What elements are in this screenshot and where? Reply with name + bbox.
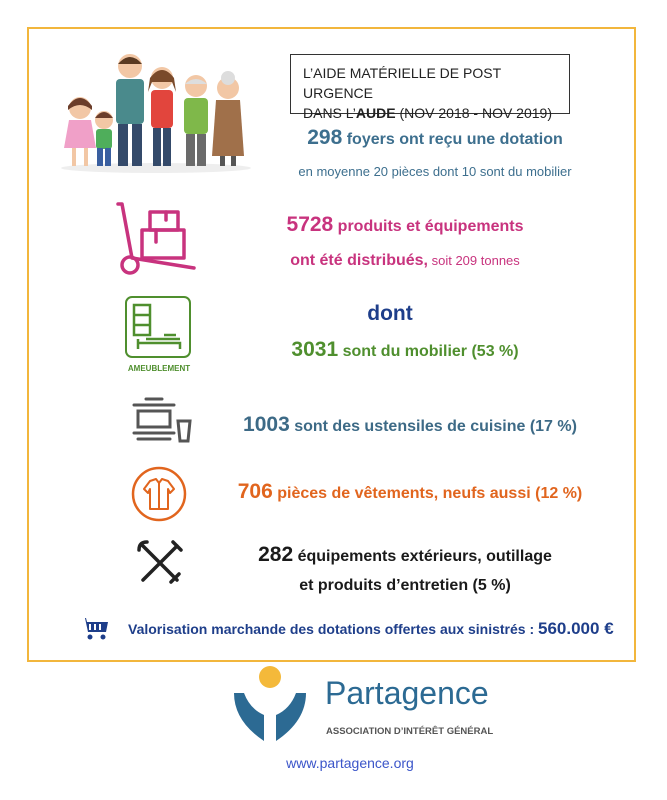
kitchen-headline: 1003 sont des ustensiles de cuisine (17 %) [243, 413, 577, 436]
households-headline: 298 foyers ont reçu une dotation [307, 126, 563, 149]
households-detail: en moyenne 20 pièces dont 10 sont du mobilier [298, 164, 572, 179]
cooking-pot-icon [128, 395, 194, 447]
logo-subtitle: ASSOCIATION D’INTÉRÊT GÉNÉRAL [326, 726, 494, 737]
tools-line-2: et produits d’entretien (5 %) [299, 577, 511, 594]
hand-truck-icon [112, 200, 202, 280]
title-line-2: DANS L’AUDE (NOV 2018 - NOV 2019) [303, 105, 552, 121]
shirt-icon [130, 465, 188, 523]
furniture-icon-label: AMEUBLEMENT [127, 364, 191, 373]
clothes-headline: 706 pièces de vêtements, neufs aussi (12 %) [237, 480, 583, 503]
valuation-line: Valorisation marchande des dotations offertes aux sinistrés : 560.000 € [128, 619, 614, 638]
furniture-dont: dont [367, 302, 413, 325]
furniture-headline: 3031 sont du mobilier (53 %) [291, 338, 519, 361]
logo-name: Partagence [325, 675, 489, 711]
title-line-1: L’AIDE MATÉRIELLE DE POST URGENCE [303, 65, 501, 101]
website-link[interactable]: www.partagence.org [286, 755, 414, 771]
products-line-2: ont été distribués, soit 209 tonnes [290, 252, 520, 269]
shopping-cart-icon [80, 616, 110, 642]
tools-headline: 282 équipements extérieurs, outillage [258, 543, 552, 566]
tools-icon [135, 538, 185, 588]
furniture-bed-icon [124, 295, 192, 360]
products-headline: 5728 produits et équipements [286, 213, 524, 236]
family-illustration [58, 48, 253, 173]
title-box [290, 54, 570, 121]
partagence-logo-mark [230, 665, 312, 747]
